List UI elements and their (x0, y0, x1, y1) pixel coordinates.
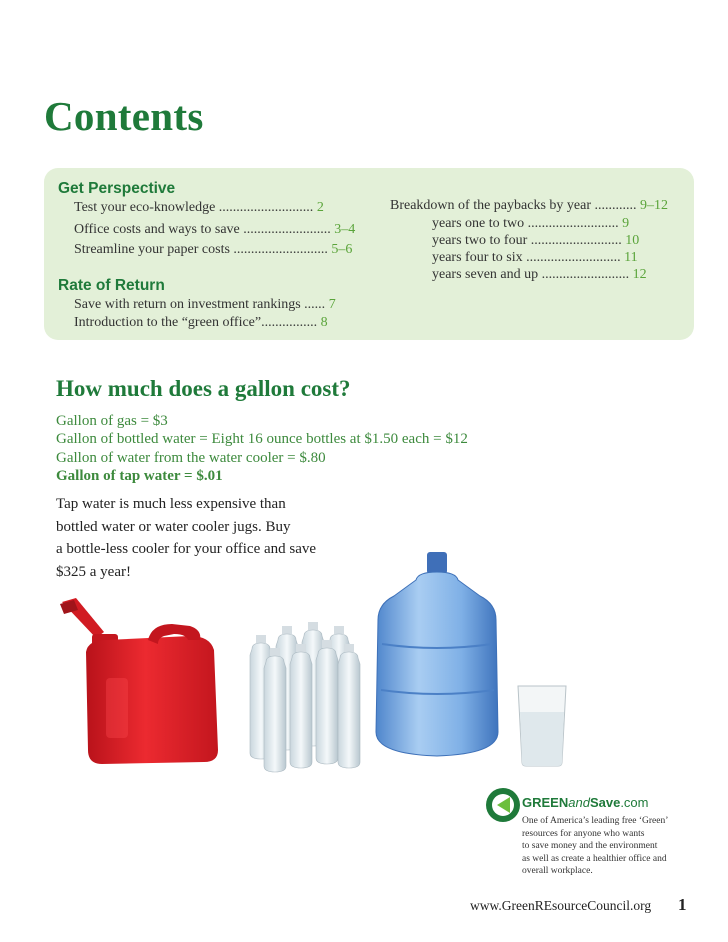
toc-entry-page: 5–6 (331, 242, 353, 257)
footer-url[interactable]: www.GreenREsourceCouncil.org (470, 898, 652, 913)
toc-entry[interactable] (432, 216, 629, 232)
toc-entry-page: 3–4 (334, 222, 356, 237)
paragraph-line: Tap water is much less expensive than (56, 496, 286, 512)
greenandsave-brand[interactable] (522, 795, 648, 810)
toc-entry-page: 9 (622, 216, 630, 231)
section-heading-rate-of-return: Rate of Return (58, 277, 165, 294)
water-bottles-icon (250, 622, 360, 772)
section-heading-gallon-cost: How much does a gallon cost? (56, 376, 351, 401)
toc-entry-text: years four to six ........................... (432, 250, 621, 265)
water-cooler-jug-icon (376, 552, 498, 756)
paragraph-line: bottled water or water cooler jugs. Buy (56, 518, 291, 535)
toc-entry-page: 9–12 (639, 198, 668, 213)
toc-entry-text: years one to two .......................... (432, 216, 619, 231)
toc-entry[interactable] (74, 242, 352, 258)
glass-of-water-icon (518, 686, 566, 766)
blurb-line: to save money and the environment (522, 841, 658, 851)
toc-entry-text: years seven and up ......................... (432, 267, 630, 282)
cost-line-tap: Gallon of tap water = $.01 (56, 468, 223, 484)
paragraph-line: $325 a year! (56, 563, 131, 580)
blurb-line: overall workplace. (522, 866, 593, 876)
toc-entry-page: 11 (624, 250, 638, 265)
page-number: 1 (678, 895, 687, 914)
toc-entry[interactable] (74, 222, 355, 238)
toc-entry-page: 10 (625, 233, 640, 248)
gas-can-icon (60, 598, 218, 764)
toc-entry-text: Office costs and ways to save ......................... (74, 222, 331, 237)
toc-entry-page: 7 (328, 297, 336, 312)
blurb-line: as well as create a healthier office and (522, 853, 667, 864)
toc-entry-page: 8 (320, 315, 328, 330)
greenandsave-logo-icon (484, 786, 522, 824)
section-heading-get-perspective: Get Perspective (58, 180, 176, 197)
toc-entry-text: Test your eco-knowledge ........................... (74, 200, 314, 215)
blurb-line: resources for anyone who wants (522, 828, 645, 839)
toc-entry-text: Streamline your paper costs ........................... (74, 242, 328, 257)
brand-com: .com (620, 795, 649, 810)
gallon-comparison-illustration (40, 540, 600, 780)
toc-entry-text: Save with return on investment rankings ...... (74, 297, 326, 312)
toc-entry[interactable] (390, 198, 668, 214)
brand-and: and (568, 795, 590, 810)
toc-entry-text: Introduction to the “green office”................ (74, 315, 318, 330)
toc-entry[interactable] (74, 297, 336, 313)
blurb-line: One of America’s leading free ‘Green’ (522, 816, 669, 826)
cost-line-bottled: Gallon of bottled water = Eight 16 ounce bottles at $1.50 each = $12 (56, 431, 468, 447)
toc-entry[interactable] (432, 233, 639, 249)
brand-green: GREEN (522, 795, 569, 810)
toc-entry[interactable] (74, 315, 328, 331)
cost-line-gas: Gallon of gas = $3 (56, 413, 168, 429)
toc-entry-text: years two to four .......................... (432, 233, 622, 248)
paragraph-line: a bottle-less cooler for your office and save (56, 541, 317, 557)
page-title: Contents (44, 93, 204, 139)
toc-entry-text: Breakdown of the paybacks by year ............ (390, 198, 637, 213)
brand-save: Save (589, 795, 621, 810)
toc-entry[interactable] (432, 250, 638, 266)
toc-entry-page: 12 (632, 267, 647, 282)
cost-line-cooler: Gallon of water from the water cooler = $.80 (56, 450, 326, 466)
brand-blurb (522, 815, 692, 878)
toc-entry[interactable] (74, 200, 324, 216)
toc-entry[interactable] (432, 267, 647, 283)
toc-entry-page: 2 (316, 200, 324, 215)
